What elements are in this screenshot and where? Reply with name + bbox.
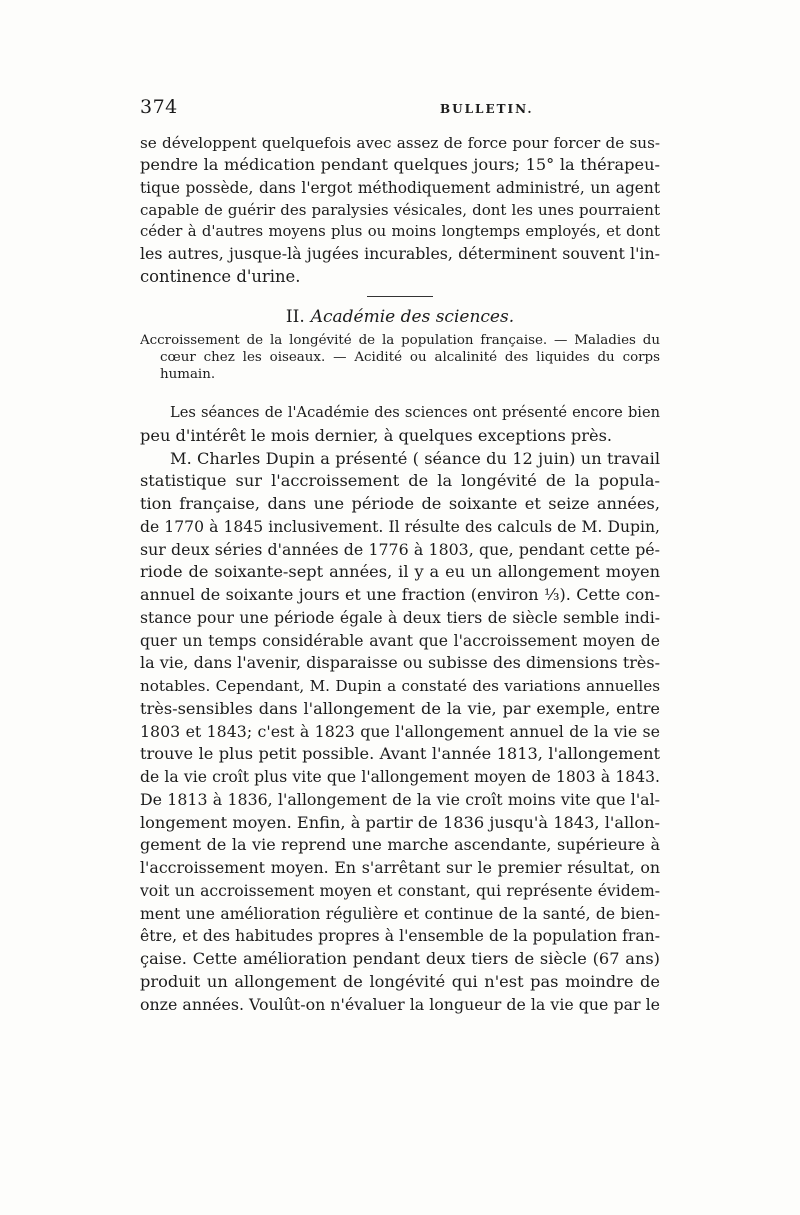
- section-number: II.: [285, 307, 305, 328]
- text-line: pendre la médication pendant quelques jours; 15° la thérapeu-: [140, 155, 660, 175]
- text-line: trouve le plus petit possible. Avant l'année 1813, l'allongement: [140, 744, 660, 764]
- text-line: de 1770 à 1845 inclusivement. Il résulte des calculs de M. Dupin,: [140, 517, 660, 536]
- text-line: gement de la vie reprend une marche ascendante, supérieure à: [140, 835, 660, 855]
- text-line: être, et des habitudes propres à l'ensemble de la population fran-: [140, 927, 660, 946]
- summary-line: humain.: [160, 367, 216, 383]
- text-line: M. Charles Dupin a présenté ( séance du 12 juin) un travail: [170, 448, 660, 468]
- text-line: capable de guérir des paralysies vésicales, dont les unes pourraient: [140, 200, 660, 219]
- text-line: notables. Cependant, M. Dupin a constaté des variations annuelles: [140, 677, 660, 696]
- text-line: onze années. Voulût-on n'évaluer la longueur de la vie que par le: [140, 994, 660, 1014]
- text-line: continence d'urine.: [140, 266, 301, 286]
- running-title: BULLETIN.: [440, 102, 534, 116]
- summary-line: Accroissement de la longévité de la population française. — Maladies du: [140, 333, 660, 349]
- text-line: produit un allongement de longévité qui n'est pas moindre de: [140, 971, 660, 991]
- text-line: quer un temps considérable avant que l'accroissement moyen de: [140, 631, 660, 650]
- text-line: tion française, dans une période de soixante et seize années,: [140, 494, 660, 514]
- section-heading: [140, 306, 660, 328]
- body-paragraphs: [140, 402, 660, 1016]
- text-line: statistique sur l'accroissement de la longévité de la popula-: [140, 471, 660, 491]
- text-line: ment une amélioration régulière et continue de la santé, de bien-: [140, 904, 660, 923]
- text-line: De 1813 à 1836, l'allongement de la vie croît moins vite que l'al-: [140, 789, 660, 809]
- text-block: [140, 132, 660, 1016]
- text-line: se développent quelquefois avec assez de force pour forcer de sus-: [140, 134, 660, 152]
- text-line: çaise. Cette amélioration pendant deux tiers de siècle (67 ans): [140, 949, 660, 969]
- text-line: Les séances de l'Académie des sciences ont présenté encore bien: [170, 404, 660, 422]
- text-line: de la vie croît plus vite que l'allongement moyen de 1803 à 1843.: [140, 768, 660, 787]
- text-line: l'accroissement moyen. En s'arrêtant sur le premier résultat, on: [140, 858, 660, 878]
- section-title: Académie des sciences.: [310, 307, 515, 328]
- page-number: 374: [140, 96, 178, 118]
- text-line: riode de soixante-sept années, il y a eu un allongement moyen: [140, 562, 660, 582]
- text-line: longement moyen. Enfin, à partir de 1836 jusqu'à 1843, l'allon-: [140, 812, 660, 832]
- text-line: très-sensibles dans l'allongement de la vie, par exemple, entre: [140, 698, 660, 718]
- text-line: annuel de soixante jours et une fraction (environ ⅓). Cette con-: [140, 585, 660, 605]
- text-line: voit un accroissement moyen et constant, qui représente évidem-: [140, 881, 660, 900]
- section-divider: [367, 296, 433, 297]
- text-line: céder à d'autres moyens plus ou moins longtemps employés, et dont: [140, 223, 660, 241]
- opening-paragraph: [140, 132, 660, 288]
- section-summary: [140, 332, 660, 383]
- page-header: [140, 96, 660, 126]
- text-line: 1803 et 1843; c'est à 1823 que l'allongement annuel de la vie se: [140, 721, 660, 741]
- text-line: sur deux séries d'années de 1776 à 1803, que, pendant cette pé-: [140, 539, 660, 559]
- text-line: la vie, dans l'avenir, disparaisse ou subisse des dimensions très-: [140, 653, 660, 673]
- summary-line: cœur chez les oiseaux. — Acidité ou alcalinité des liquides du corps: [160, 350, 660, 366]
- text-line: stance pour une période égale à deux tiers de siècle semble indi-: [140, 608, 660, 627]
- text-line: tique possède, dans l'ergot méthodiquement administré, un agent: [140, 178, 660, 197]
- text-line: les autres, jusque-là jugées incurables, déterminent souvent l'in-: [140, 244, 660, 264]
- text-line: peu d'intérêt le mois dernier, à quelques exceptions près.: [140, 425, 613, 445]
